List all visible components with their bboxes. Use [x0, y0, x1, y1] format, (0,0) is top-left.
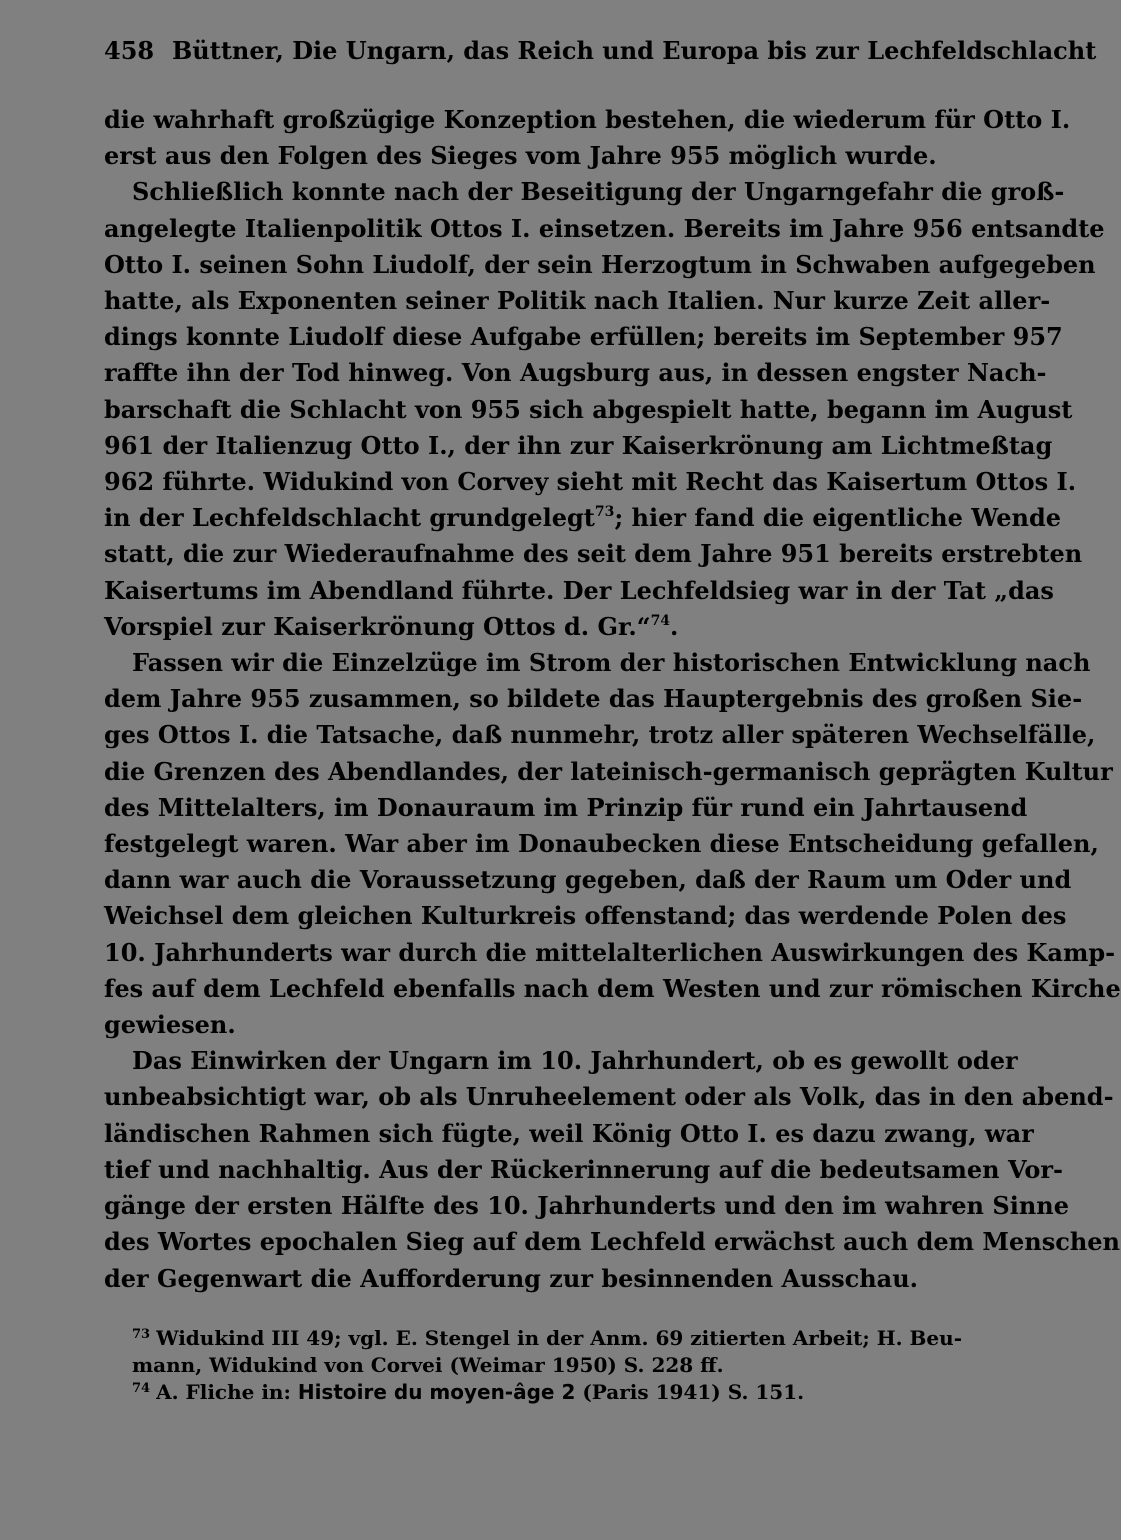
page-header [104, 36, 1097, 72]
text-line: tief und nachhaltig. Aus der Rückerinnerung auf die bedeutsamen Vor- [104, 1154, 1063, 1184]
footnote-mark: 73 [132, 1326, 151, 1342]
text-line: dann war auch die Voraussetzung gegeben, daß der Raum um Oder und [104, 865, 1072, 895]
text-segment: Vorspiel zur Kaiserkrönung Ottos d. Gr.“ [104, 611, 651, 641]
body-text [104, 102, 1121, 1297]
text-line: Otto I. seinen Sohn Liudolf, der sein Herzogtum in Schwaben aufgegeben [104, 249, 1096, 279]
text-line: ländischen Rahmen sich fügte, weil König Otto I. es dazu zwang, war [104, 1118, 1034, 1148]
text-line: Fassen wir die Einzelzüge im Strom der historischen Entwicklung nach [132, 648, 1091, 678]
page-number: 458 [104, 36, 155, 65]
text-line: barschaft die Schlacht von 955 sich abgespielt hatte, begann im August [104, 394, 1073, 424]
footnote-mark: 74 [132, 1380, 151, 1396]
text-line: des Wortes epochalen Sieg auf dem Lechfeld erwächst auch dem Menschen [104, 1227, 1120, 1257]
paragraph [104, 1043, 1120, 1296]
text-line: angelegte Italienpolitik Ottos I. einsetzen. Bereits im Jahre 956 entsandte [104, 213, 1105, 243]
text-line: gänge der ersten Hälfte des 10. Jahrhunderts und den im wahren Sinne [104, 1191, 1069, 1221]
text-segment: . [670, 611, 679, 641]
text-line: festgelegt waren. War aber im Donaubecken diese Entscheidung gefallen, [104, 829, 1099, 859]
text-segment: A. Fliche in: [156, 1379, 298, 1404]
text-line: dings konnte Liudolf diese Aufgabe erfüllen; bereits im September 957 [104, 322, 1063, 352]
text-line: 962 führte. Widukind von Corvey sieht mit Recht das Kaisertum Ottos I. [104, 467, 1077, 497]
text-segment: Histoire du moyen-âge 2 [297, 1379, 576, 1404]
paragraph [104, 645, 1121, 1043]
text-line: Kaisertums im Abendland führte. Der Lechfeldsieg war in der Tat „das [104, 575, 1054, 605]
text-segment: (Paris 1941) S. 151. [575, 1379, 805, 1404]
running-title: Büttner, Die Ungarn, das Reich und Europa bis zur Lechfeldschlacht [172, 36, 1097, 65]
footnote-reference-73: 73 [594, 504, 615, 521]
text-line: erst aus den Folgen des Sieges vom Jahre 955 möglich wurde. [104, 141, 937, 171]
text-line: fes auf dem Lechfeld ebenfalls nach dem Westen und zur römischen Kirche [104, 973, 1121, 1003]
text-line: des Mittelalters, im Donauraum im Prinzip für rund ein Jahrtausend [104, 792, 1028, 822]
text-line: raffte ihn der Tod hinweg. Von Augsburg aus, in dessen engster Nach- [104, 358, 1047, 388]
text-line: 961 der Italienzug Otto I., der ihn zur Kaiserkrönung am Lichtmeßtag [104, 430, 1053, 460]
text-line: gewiesen. [104, 1010, 236, 1040]
text-segment: ; hier fand die eigentliche Wende [614, 503, 1062, 533]
text-line: die Grenzen des Abendlandes, der lateinisch-germanisch geprägten Kultur [104, 756, 1113, 786]
footnotes [104, 1325, 963, 1406]
footnote-74 [104, 1379, 954, 1406]
text-line [104, 609, 954, 645]
text-segment: in der Lechfeldschlacht grundgelegt [104, 503, 595, 533]
text-line: ges Ottos I. die Tatsache, daß nunmehr, trotz aller späteren Wechselfälle, [104, 720, 1096, 750]
text-line: statt, die zur Wiederaufnahme des seit dem Jahre 951 bereits erstrebten [104, 539, 1083, 569]
text-segment: Widukind III 49; vgl. E. Stengel in der Anm. 69 zitierten Arbeit; H. Beu- [156, 1325, 963, 1350]
text-line: der Gegenwart die Aufforderung zur besinnenden Ausschau. [104, 1263, 919, 1293]
book-page [104, 36, 1121, 1406]
footnote-line [132, 1379, 954, 1406]
text-line: die wahrhaft großzügige Konzeption bestehen, die wiederum für Otto I. [104, 105, 1071, 134]
text-line: Weichsel dem gleichen Kulturkreis offenstand; das werdende Polen des [104, 901, 1067, 931]
paragraph [104, 102, 1071, 174]
footnote-reference-74: 74 [650, 612, 671, 629]
text-line: hatte, als Exponenten seiner Politik nach Italien. Nur kurze Zeit aller- [104, 286, 1051, 316]
text-line: Schließlich konnte nach der Beseitigung der Ungarngefahr die groß- [132, 177, 1065, 207]
paragraph [104, 174, 1105, 645]
text-line: 10. Jahrhunderts war durch die mittelalterlichen Auswirkungen des Kamp- [104, 937, 1116, 967]
footnote-line: mann, Widukind von Corvei (Weimar 1950) S. 228 ff. [132, 1352, 724, 1377]
footnote-line [132, 1325, 963, 1352]
text-line: dem Jahre 955 zusammen, so bildete das Hauptergebnis des großen Sie- [104, 684, 1083, 714]
text-line: Das Einwirken der Ungarn im 10. Jahrhundert, ob es gewollt oder [132, 1046, 1018, 1076]
text-line: unbeabsichtigt war, ob als Unruheelement oder als Volk, das in den abend- [104, 1082, 1114, 1112]
footnote-73 [104, 1325, 963, 1379]
text-line [104, 500, 1062, 536]
